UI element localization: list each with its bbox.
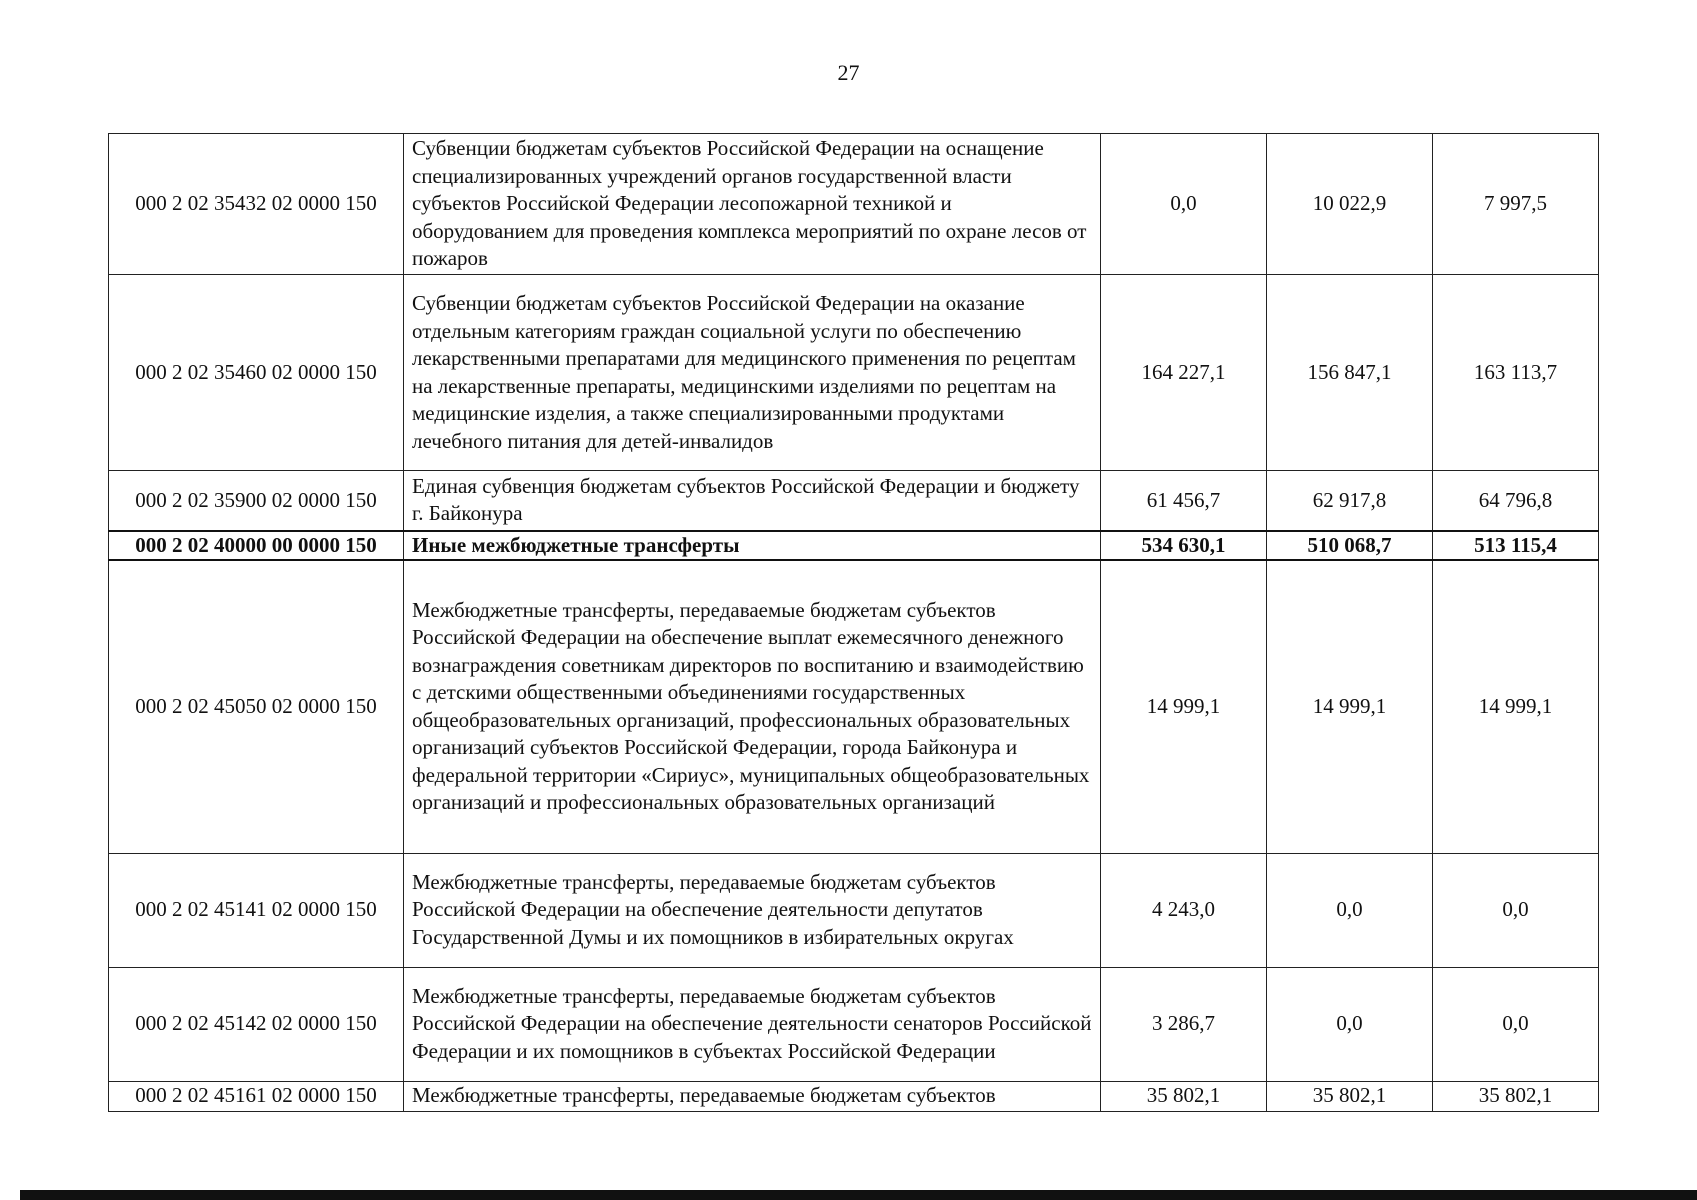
value-cell: 510 068,7 bbox=[1267, 531, 1433, 561]
value-cell: 35 802,1 bbox=[1433, 1081, 1599, 1111]
row-description: Межбюджетные трансферты, передаваемые бюджетам субъектов bbox=[404, 1081, 1101, 1111]
value-cell: 35 802,1 bbox=[1101, 1081, 1267, 1111]
scan-edge-bar bbox=[20, 1190, 1697, 1200]
value-cell: 513 115,4 bbox=[1433, 531, 1599, 561]
value-cell: 164 227,1 bbox=[1101, 275, 1267, 471]
value-cell: 0,0 bbox=[1267, 853, 1433, 967]
value-cell: 14 999,1 bbox=[1267, 560, 1433, 853]
budget-code: 000 2 02 45142 02 0000 150 bbox=[109, 967, 404, 1081]
value-cell: 0,0 bbox=[1433, 967, 1599, 1081]
value-cell: 7 997,5 bbox=[1433, 134, 1599, 275]
value-cell: 14 999,1 bbox=[1433, 560, 1599, 853]
value-cell: 62 917,8 bbox=[1267, 471, 1433, 531]
row-description: Единая субвенция бюджетам субъектов Российской Федерации и бюджету г. Байконура bbox=[404, 471, 1101, 531]
table-row bbox=[109, 560, 1599, 853]
row-description: Субвенции бюджетам субъектов Российской Федерации на оснащение специализированных учреждений органов государственной власти субъектов Российской Федерации лесопожарной техникой и оборудованием для проведения комплекса мероприятий по охране лесов от пожаров bbox=[404, 134, 1101, 275]
table-row bbox=[109, 134, 1599, 275]
budget-code: 000 2 02 35900 02 0000 150 bbox=[109, 471, 404, 531]
budget-code: 000 2 02 35460 02 0000 150 bbox=[109, 275, 404, 471]
value-cell: 61 456,7 bbox=[1101, 471, 1267, 531]
budget-code: 000 2 02 45161 02 0000 150 bbox=[109, 1081, 404, 1111]
row-description: Межбюджетные трансферты, передаваемые бюджетам субъектов Российской Федерации на обеспечение деятельности сенаторов Российской Федерации и их помощников в субъектах Российской Федерации bbox=[404, 967, 1101, 1081]
table-row bbox=[109, 967, 1599, 1081]
value-cell: 0,0 bbox=[1433, 853, 1599, 967]
value-cell: 4 243,0 bbox=[1101, 853, 1267, 967]
value-cell: 64 796,8 bbox=[1433, 471, 1599, 531]
budget-code: 000 2 02 40000 00 0000 150 bbox=[109, 531, 404, 561]
value-cell: 3 286,7 bbox=[1101, 967, 1267, 1081]
value-cell: 35 802,1 bbox=[1267, 1081, 1433, 1111]
table-row-total bbox=[109, 531, 1599, 561]
row-description: Иные межбюджетные трансферты bbox=[404, 531, 1101, 561]
budget-code: 000 2 02 35432 02 0000 150 bbox=[109, 134, 404, 275]
value-cell: 534 630,1 bbox=[1101, 531, 1267, 561]
row-description: Межбюджетные трансферты, передаваемые бюджетам субъектов Российской Федерации на обеспечение деятельности депутатов Государственной Думы и их помощников в избирательных округах bbox=[404, 853, 1101, 967]
row-description: Субвенции бюджетам субъектов Российской Федерации на оказание отдельным категориям граждан социальной услуги по обеспечению лекарственными препаратами для медицинского применения по рецептам на лекарственные препараты, медицинскими изделиями по рецептам на медицинские изделия, а также специализированными продуктами лечебного питания для детей-инвалидов bbox=[404, 275, 1101, 471]
value-cell: 156 847,1 bbox=[1267, 275, 1433, 471]
page-number: 27 bbox=[837, 60, 860, 85]
budget-table bbox=[108, 133, 1599, 1112]
value-cell: 0,0 bbox=[1267, 967, 1433, 1081]
table-row bbox=[109, 275, 1599, 471]
value-cell: 163 113,7 bbox=[1433, 275, 1599, 471]
value-cell: 14 999,1 bbox=[1101, 560, 1267, 853]
value-cell: 0,0 bbox=[1101, 134, 1267, 275]
budget-code: 000 2 02 45141 02 0000 150 bbox=[109, 853, 404, 967]
budget-code: 000 2 02 45050 02 0000 150 bbox=[109, 560, 404, 853]
table-row bbox=[109, 1081, 1599, 1111]
row-description: Межбюджетные трансферты, передаваемые бюджетам субъектов Российской Федерации на обеспечение выплат ежемесячного денежного вознаграждения советникам директоров по воспитанию и взаимодействию с детскими общественными объединениями государственных общеобразовательных организаций, профессиональных образовательных организаций субъектов Российской Федерации, города Байконура и федеральной территории «Сириус», муниципальных общеобразовательных организаций и профессиональных образовательных организаций bbox=[404, 560, 1101, 853]
table-row bbox=[109, 853, 1599, 967]
table-row bbox=[109, 471, 1599, 531]
value-cell: 10 022,9 bbox=[1267, 134, 1433, 275]
